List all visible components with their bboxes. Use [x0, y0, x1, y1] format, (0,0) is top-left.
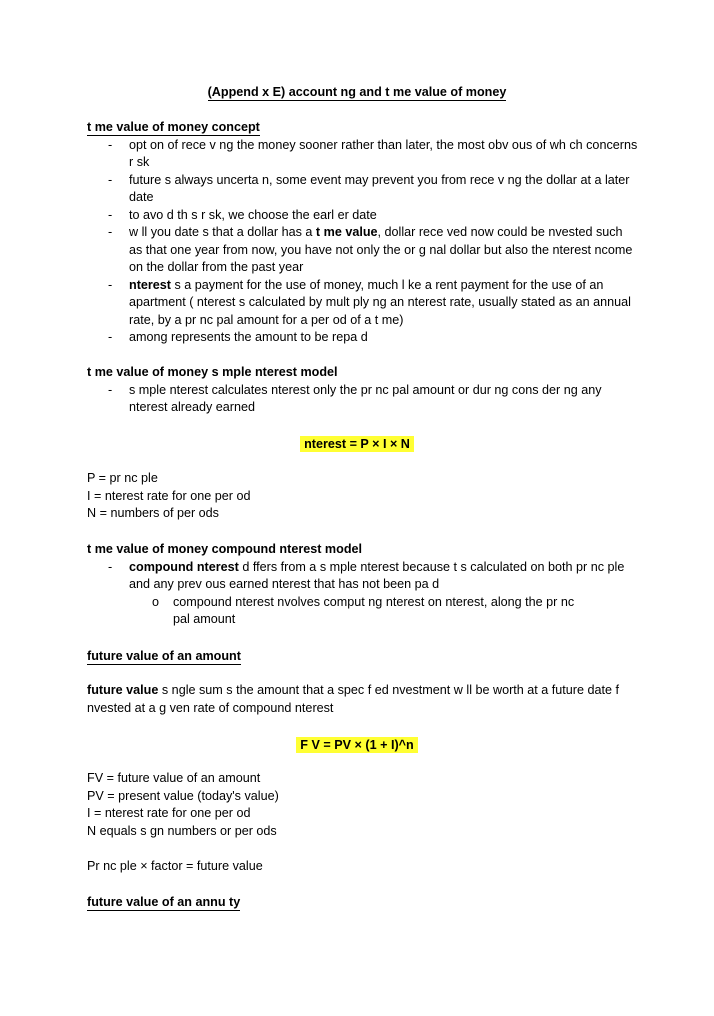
definition-line: N equals s gn numbers or per ods [87, 823, 277, 838]
future-value-formula: F V = PV × (1 + I)^n [0, 737, 714, 754]
definition-line: I = nterest rate for one per od [87, 488, 251, 503]
term-interest: nterest [129, 277, 171, 292]
section-future-value-annuity [87, 894, 647, 912]
sub-list-item: o compound nterest nvolves comput ng nterest on nterest, along the pr nc pal amount [87, 594, 593, 629]
sub-bullet-list [87, 594, 647, 629]
list-item: - among represents the amount to be repa d [87, 329, 639, 347]
list-item: - compound nterest d ffers from a s mple nterest because t s calculated on both pr nc ple and any prev ous earned nterest that has not been pa d [87, 559, 639, 594]
list-item: - w ll you date s that a dollar has a t me value, dollar rece ved now could be nvested such as that one year from now, you have not only the or g nal dollar but also the nterest ncome on the dollar from the past year [87, 224, 639, 277]
simple-interest-formula: nterest = P × I × N [0, 436, 714, 453]
document-title [0, 84, 714, 101]
list-item: - s mple nterest calculates nterest only the pr nc pal amount or dur ng cons der ng any nterest already earned [87, 382, 639, 417]
section-heading: t me value of money concept [87, 120, 260, 134]
term-future-value: future value [87, 683, 159, 697]
definition-line: P = pr nc ple [87, 471, 158, 485]
list-item: - nterest s a payment for the use of money, much l ke a rent payment for the use of an apartment ( nterest s calculated by mult ply ng an nterest rate, usually stated as an annual rate, by a pr nc pal amount for a per od of a t me) [87, 277, 639, 330]
section-future-value-amount [87, 648, 647, 666]
future-value-definitions [87, 770, 647, 840]
bullet-list [87, 382, 647, 417]
definition-line: FV = future value of an amount [87, 771, 261, 785]
future-value-paragraph: future value s ngle sum s the amount that a spec f ed nvestment w ll be worth at a future date f nvested at a g ven rate of compound nterest [87, 683, 620, 715]
section-heading: t me value of money s mple nterest model [87, 365, 338, 379]
section-time-value-concept [87, 119, 647, 347]
section-heading: future value of an amount [87, 649, 241, 663]
definition-line: N = numbers of per ods [87, 506, 219, 520]
definition-line: I = nterest rate for one per od [87, 806, 251, 820]
principle-factor-line: Pr nc ple × factor = future value [87, 859, 263, 873]
list-item: - future s always uncerta n, some event may prevent you from rece v ng the dollar at a later date [87, 172, 639, 207]
list-item: - to avo d th s r sk, we choose the earl er date [87, 207, 639, 225]
section-compound-interest [87, 541, 647, 629]
bullet-list [87, 137, 647, 347]
term-compound-interest: compound nterest [129, 559, 239, 574]
list-item: - opt on of rece v ng the money sooner rather than later, the most obv ous of wh ch concerns r sk [87, 137, 639, 172]
document-title-text: (Append x E) account ng and t me value of money [207, 85, 507, 99]
bullet-list [87, 559, 647, 594]
section-heading: t me value of money compound nterest model [87, 542, 363, 556]
simple-interest-definitions [87, 470, 647, 523]
definition-line: PV = present value (today's value) [87, 788, 279, 803]
section-heading: future value of an annu ty [87, 895, 241, 909]
section-simple-interest [87, 364, 647, 417]
term-time-value: t me value [315, 225, 378, 239]
